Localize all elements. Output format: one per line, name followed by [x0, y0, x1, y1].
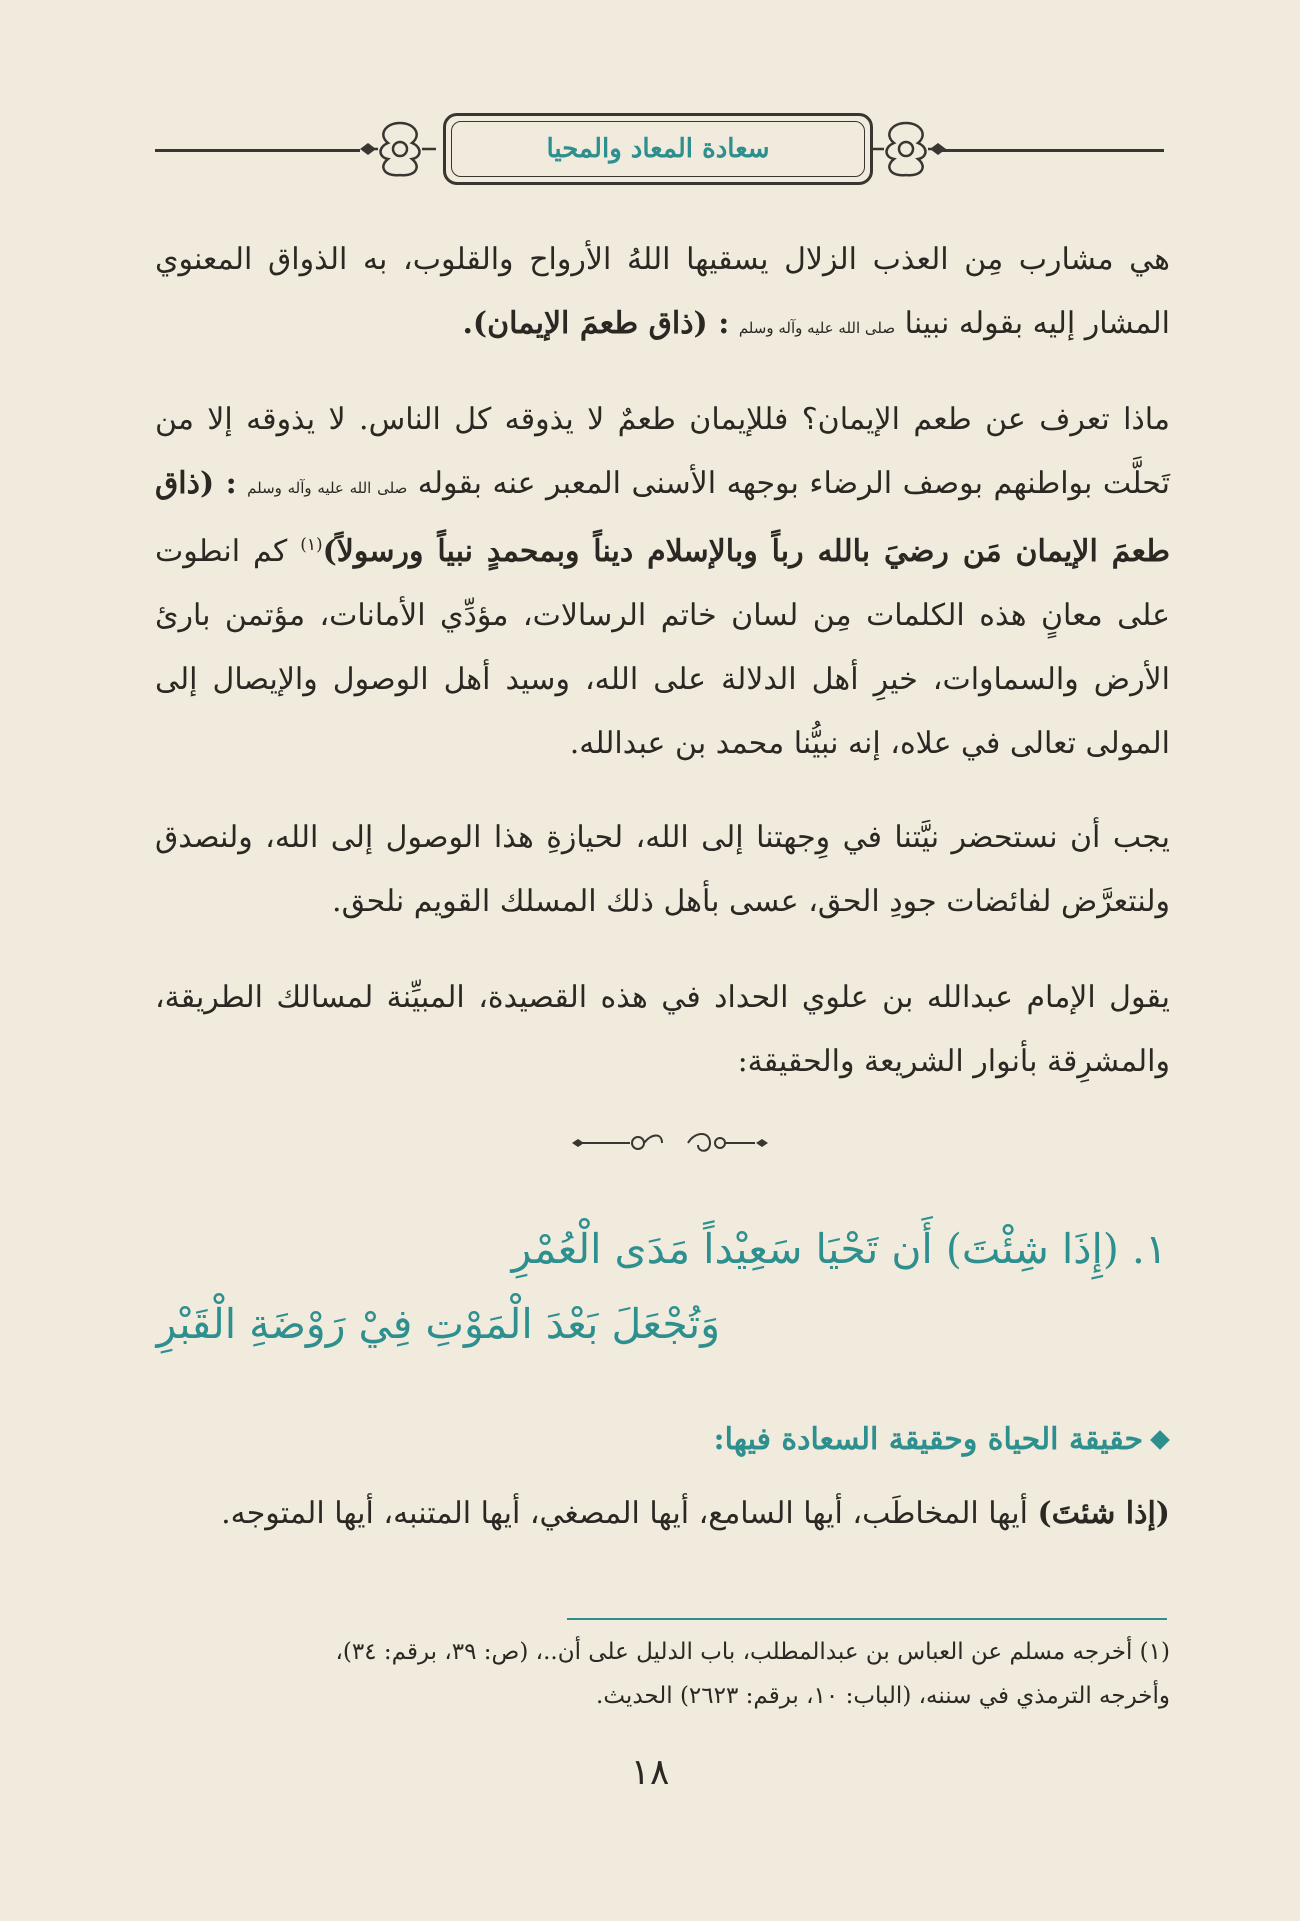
- footnote-rule: [567, 1618, 1167, 1620]
- section-paragraph-text: أيها المخاطَب، أيها السامع، أيها المصغي، أيها المتنبه، أيها المتوجه.: [221, 1496, 1028, 1531]
- paragraph-3-text: يجب أن نستحضر نيَّتنا في وِجهتنا إلى الله، لحيازةِ هذا الوصول إلى الله، ولنصدق ولنتعرَّض لفائضات جودِ الحق، عسى بأهل ذلك المسلك القويم نلحق.: [155, 820, 1170, 919]
- paragraph-4: [155, 966, 1170, 1094]
- footnote-line-1: (١) أخرجه مسلم عن العباس بن عبدالمطلب، باب الدليل على أن..، (ص: ٣٩، برقم: ٣٤)،: [335, 1639, 1170, 1665]
- header-rule-right: [940, 149, 1164, 152]
- footnote: [155, 1630, 1170, 1718]
- paragraph-2: [155, 388, 1170, 776]
- footnote-marker: (١): [300, 535, 323, 555]
- section-paragraph-bold: (إذا شئتَ): [1037, 1496, 1170, 1531]
- salawat-glyph: صلى الله عليه وآله وسلم: [247, 479, 408, 497]
- header-rule-left: [155, 149, 360, 152]
- page-number: ١٨: [630, 1752, 670, 1793]
- paragraph-4-text: يقول الإمام عبدالله بن علوي الحداد في هذه القصيدة، المبيِّنة لمسالك الطريقة، والمشرِقة بأنوار الشريعة والحقيقة:: [155, 980, 1170, 1079]
- hadith-quote-2: : (ذاق طعمَ الإيمان مَن رضيَ بالله رباً وبالإسلام ديناً وبمحمدٍ نبياً ورسولاً): [155, 466, 1170, 569]
- poem-verse-2: وَتُجْعَلَ بَعْدَ الْمَوْتِ فِيْ رَوْضَةِ الْقَبْرِ: [156, 1300, 720, 1348]
- running-header-title: سعادة المعاد والمحيا: [546, 134, 770, 164]
- paragraph-1-text: هي مشارب مِن العذب الزلال يسقيها اللهُ الأرواح والقلوب، به الذواق المعنوي المشار إليه بقوله نبينا: [155, 242, 1170, 341]
- footnote-line-2: وأخرجه الترمذي في سننه، (الباب: ١٠، برقم: ٢٦٢٣) الحديث.: [596, 1683, 1170, 1709]
- section-divider-icon: [570, 1123, 770, 1163]
- paragraph-2-text-a: ماذا تعرف عن طعم الإيمان؟ فللإيمان طعمٌ لا يذوقه كل الناس. لا يذوقه إلا من تَحلَّت بواطنهم بوصف الرضاء بوجهه الأسنى المعبر عنه بقوله: [155, 402, 1170, 501]
- paragraph-2-text-b: كم انطوت على معانٍ هذه الكلمات مِن لسان خاتم الرسالات، مؤدِّي الأمانات، مؤتمن بارئ الأرض والسماوات، خيرِ أهل الدلالة على الله، وسيد أهل الوصول والإيصال إلى المولى تعالى في علاه، إنه نبيُّنا محمد بن عبدالله.: [155, 534, 1170, 761]
- header-ornament-right-icon: [866, 117, 946, 181]
- diamond-bullet-icon: [1150, 1430, 1170, 1450]
- paragraph-3: [155, 806, 1170, 934]
- salawat-glyph: صلى الله عليه وآله وسلم: [738, 319, 896, 337]
- section-heading-text: حقيقة الحياة وحقيقة السعادة فيها:: [713, 1422, 1143, 1457]
- section-paragraph: [155, 1482, 1170, 1546]
- hadith-quote-1: : (ذاق طعمَ الإيمان).: [462, 306, 730, 341]
- poem-verse-1: ١. (إِذَا شِئْتَ) أَن تَحْيَا سَعِيْداً مَدَى الْعُمْرِ: [511, 1225, 1167, 1273]
- header-title-box: [443, 113, 873, 185]
- paragraph-1: [155, 228, 1170, 360]
- header-ornament-left-icon: [360, 117, 440, 181]
- section-heading: [714, 1422, 1167, 1457]
